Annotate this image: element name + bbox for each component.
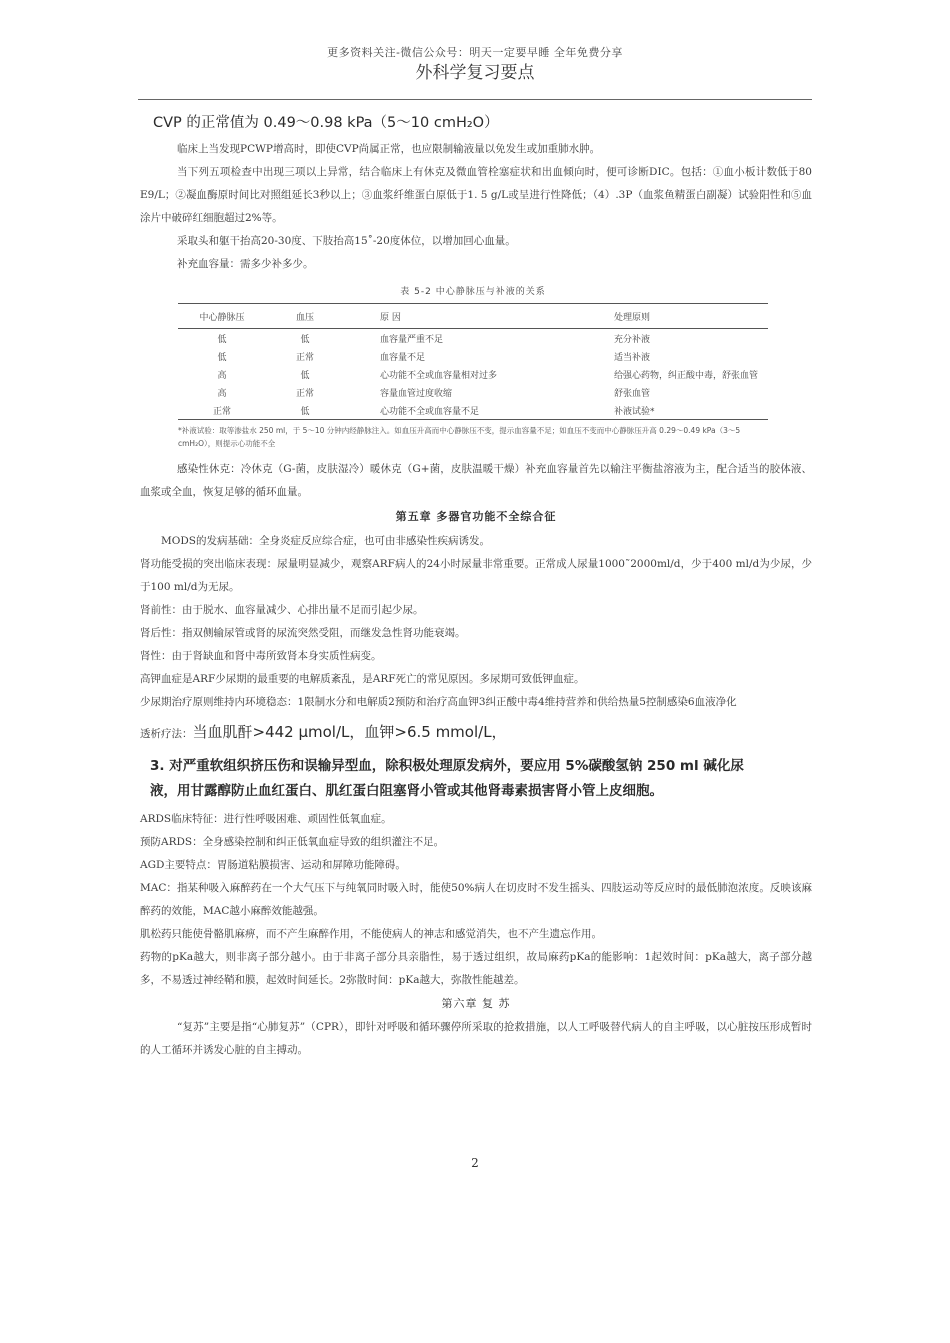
- paragraph-ards: ARDS临床特征：进行性呼吸困难、顽固性低氧血症。: [140, 813, 392, 825]
- table-header-cell: 中心静脉压: [199, 312, 245, 323]
- table-cell: 容量血管过度收缩: [380, 388, 453, 399]
- paragraph-intrinsic-renal: 肾性：由于肾缺血和肾中毒所致肾本身实质性病变。: [140, 650, 382, 662]
- table-cell: 低: [300, 406, 310, 417]
- chapter-5-title: 第五章 多器官功能不全综合征: [395, 510, 557, 523]
- table-cell: 低: [300, 334, 310, 345]
- table-cell: 给强心药物，纠正酸中毒，舒张血管: [614, 370, 759, 381]
- table-cell: 心功能不全或血容量不足: [380, 406, 480, 417]
- paragraph-septic-shock: 感染性休克：冷休克（G-菌，皮肤湿冷）暖休克（G+菌，皮肤温暖干燥）补充血容量首先以输注平衡盐溶液为主，配合适当的胶体液、血浆或全血，恢复足够的循环血量。: [140, 463, 812, 498]
- paragraph-oliguria-treatment: 少尿期治疗原则维持内环境稳态：1限制水分和电解质2预防和治疗高血钾3纠正酸中毒4维持营养和供给热量5控制感染6血液净化: [140, 696, 737, 708]
- table-cell: 正常: [295, 352, 314, 363]
- paragraph-resuscitation: “复苏”主要是指“心肺复苏”（CPR），即针对呼吸和循环骤停所采取的抢救措施，以人工呼吸替代病人的自主呼吸，以心脏按压形成暂时的人工循环并诱发心脏的自主搏动。: [140, 1021, 812, 1056]
- table-cell: 血容量不足: [380, 352, 426, 363]
- table-title: 表 5-2 中心静脉压与补液的关系: [400, 287, 546, 297]
- table-header-row: [178, 304, 768, 329]
- header-divider: [138, 99, 812, 100]
- table-cell: 心功能不全或血容量相对过多: [380, 370, 498, 381]
- table-footnote: *补液试验：取等渗盐水 250 ml，于 5～10 分钟内经静脉注入。如血压升高而中心静脉压不变，提示血容量不足；如血压不变而中心静脉压升高 0.29～0.49 kPa（3～5 cmH₂O），则提示心功能不全: [178, 426, 741, 448]
- table-cell: 正常: [212, 406, 231, 417]
- table-cell: 充分补液: [614, 334, 651, 345]
- table-cell: 高: [217, 370, 227, 381]
- paragraph-ards-prevention: 预防ARDS：全身感染控制和纠正低氧血症导致的组织灌注不足。: [140, 836, 445, 848]
- paragraph-pcwp: 临床上当发现PCWP增高时，即使CVP尚属正常，也应限制输液量以免发生或加重肺水肿。: [177, 143, 601, 155]
- cvp-table: [178, 303, 768, 420]
- paragraph-crush-injury: 3. 对严重软组织挤压伤和误输异型血，除积极处理原发病外，要应用 5%碳酸氢钠 250 ml 碱化尿液，用甘露醇防止血红蛋白、肌红蛋白阻塞肾小管或其他肾毒素损害肾小管上皮细胞。: [150, 758, 744, 799]
- page-number: 2: [471, 1156, 479, 1170]
- cvp-table-figure: [178, 284, 768, 450]
- paragraph-renal: 肾功能受损的突出临床表现：尿量明显减少，观察ARF病人的24小时尿量非常重要。正常成人尿量1000˜2000ml/d，少于400 ml/d为少尿，少于100 ml/d为无尿。: [140, 558, 812, 593]
- table-cell: 低: [217, 352, 227, 363]
- table-cell: 血容量严重不足: [380, 334, 444, 345]
- table-row: [178, 347, 768, 365]
- table-cell: 高: [217, 388, 227, 399]
- table-header-cell: 血压: [295, 312, 314, 323]
- paragraph-volume: 补充血容量：需多少补多少。: [177, 258, 314, 270]
- paragraph-mac: MAC：指某种吸入麻醉药在一个大气压下与纯氧同时吸入时，能使50%病人在切皮时不发生摇头、四肢运动等反应时的最低肺泡浓度。反映该麻醉药的效能，MAC越小麻醉效能越强。: [140, 882, 812, 917]
- table-row: [178, 401, 768, 420]
- table-row: [178, 365, 768, 383]
- table-cell: 低: [217, 334, 227, 345]
- paragraph-muscle-relaxant: 肌松药只能使骨骼肌麻痹，而不产生麻醉作用，不能使病人的神志和感觉消失，也不产生遗忘作用。: [140, 928, 602, 940]
- header-notice: 更多资料关注-微信公众号：明天一定要早睡 全年免费分享: [327, 46, 623, 59]
- table-cell: 低: [300, 370, 310, 381]
- table-cell: 舒张血管: [614, 388, 651, 399]
- dialysis-criteria: 当血肌酐>442 μmol/L，血钾>6.5 mmol/L，: [192, 723, 507, 741]
- paragraph-dialysis: [140, 714, 812, 752]
- table-row: [178, 329, 768, 348]
- paragraph-postrenal: 肾后性：指双侧输尿管或肾的尿流突然受阻，而继发急性肾功能衰竭。: [140, 627, 466, 639]
- page-content: [140, 108, 812, 1062]
- paragraph-agd: AGD主要特点：胃肠道粘膜损害、运动和屏障功能障碍。: [140, 859, 406, 871]
- paragraph-posture: 采取头和躯干抬高20-30度、下肢抬高15˚-20度体位，以增加回心血量。: [177, 235, 516, 247]
- header-title: 外科学复习要点: [415, 63, 535, 83]
- table-cell: 补液试验*: [614, 406, 655, 417]
- table-cell: 适当补液: [614, 352, 651, 363]
- table-row: [178, 383, 768, 401]
- dialysis-label: 透析疗法：: [140, 728, 193, 740]
- paragraph-hyperkalemia: 高钾血症是ARF少尿期的最重要的电解质紊乱，是ARF死亡的常见原因。多尿期可致低钾血症。: [140, 673, 585, 685]
- table-cell: 正常: [295, 388, 314, 399]
- paragraph-pka: 药物的pKa越大，则非离子部分越小。由于非离子部分具亲脂性，易于透过组织，故局麻药pKa的能影响：1起效时间：pKa越大，离子部分越多，不易透过神经鞘和膜，起效时间延长。2弥散时间：pKa越大，弥散性能越差。: [140, 951, 812, 986]
- chapter-6-title: 第六章 复 苏: [441, 997, 511, 1010]
- cvp-normal-value: CVP 的正常值为 0.49～0.98 kPa（5～10 cmH₂O）: [153, 115, 499, 131]
- paragraph-mods: MODS的发病基础：全身炎症反应综合症，也可由非感染性疾病诱发。: [161, 535, 490, 547]
- table-header-cell: 处理原则: [614, 312, 651, 323]
- paragraph-prerenal: 肾前性：由于脱水、血容量减少、心排出量不足而引起少尿。: [140, 604, 424, 616]
- table-header-cell: 原 因: [380, 312, 401, 323]
- paragraph-dic: 当下列五项检查中出现三项以上异常，结合临床上有休克及微血管栓塞症状和出血倾向时，便可诊断DIC。包括：①血小板计数低于80 E9/L；②凝血酶原时间比对照组延长3秒以上；③血浆纤维蛋白原低于1. 5 g/L或呈进行性降低；（4）.3P（血浆鱼精蛋白副凝）试验阳性和⑤血涂片中破碎红细胞超过2%等。: [140, 166, 812, 224]
